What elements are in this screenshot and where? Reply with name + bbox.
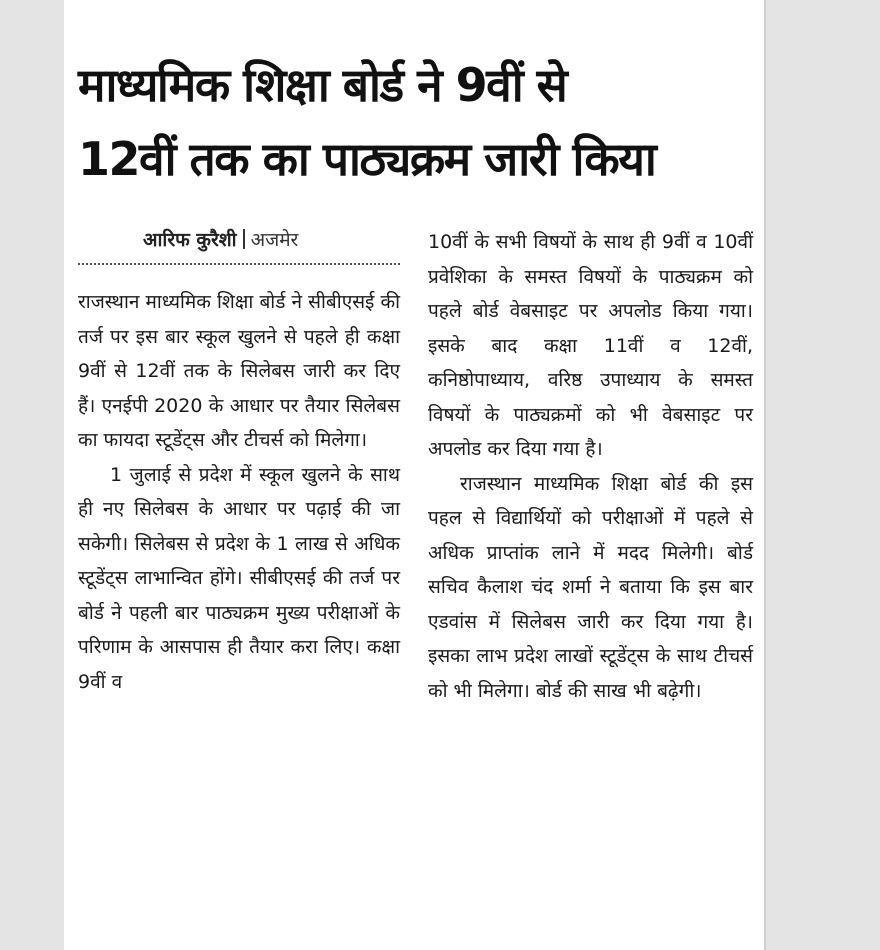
article-column-right [428, 225, 753, 708]
article-headline [78, 48, 758, 196]
article-column-left [78, 285, 400, 699]
headline-line-1: माध्यमिक शिक्षा बोर्ड ने 9वीं से [78, 58, 567, 112]
byline [143, 226, 298, 252]
byline-place: अजमेर [250, 229, 299, 251]
byline-dotted-rule [78, 263, 400, 265]
headline-line-2: 12वीं तक का पाठ्यक्रम जारी किया [78, 132, 656, 186]
left-paragraph-2: 1 जुलाई से प्रदेश में स्कूल खुलने के साथ ही नए सिलेबस के आधार पर पढ़ाई की जा सकेगी। सिलेबस से प्रदेश के 1 लाख से अधिक स्टूडेंट्स लाभान्वित होंगे। सीबीएसई की तर्ज पर बोर्ड ने पहली बार पाठ्यक्रम मुख्य परीक्षाओं के परिणाम के आसपास ही तैयार करा लिए। कक्षा 9वीं व [78, 463, 400, 693]
left-paragraph-1: राजस्थान माध्यमिक शिक्षा बोर्ड ने सीबीएसई की तर्ज पर इस बार स्कूल खुलने से पहले ही कक्षा 9वीं से 12वीं तक के सिलेबस जारी कर दिए हैं। एनईपी 2020 के आधार पर तैयार सिलेबस का फायदा स्टूडेंट्स और टीचर्स को मिलेगा। [78, 291, 400, 451]
right-paragraph-2: राजस्थान माध्यमिक शिक्षा बोर्ड की इस पहल से विद्यार्थियों को परीक्षाओं में पहले से अधिक प्राप्तांक लाने में मदद मिलेगी। बोर्ड सचिव कैलाश चंद शर्मा ने बताया कि इस बार एडवांस में सिलेबस जारी कर दिया गया है। इसका लाभ प्रदेश लाखों स्टूडेंट्स के साथ टीचर्स को भी मिलेगा। बोर्ड की साख भी बढ़ेगी। [428, 472, 753, 702]
byline-author: आरिफ कुरैशी [143, 229, 237, 251]
clipping-edge [764, 0, 766, 950]
byline-separator [243, 229, 245, 249]
right-paragraph-1: 10वीं के सभी विषयों के साथ ही 9वीं व 10वीं प्रवेशिका के समस्त विषयों के पाठ्यक्रम को पहले बोर्ड वेबसाइट पर अपलोड किया गया। इसके बाद कक्षा 11वीं व 12वीं, कनिष्ठोपाध्याय, वरिष्ठ उपाध्याय के समस्त विषयों के पाठ्यक्रमों को भी वेबसाइट पर अपलोड कर दिया गया है। [428, 231, 753, 460]
